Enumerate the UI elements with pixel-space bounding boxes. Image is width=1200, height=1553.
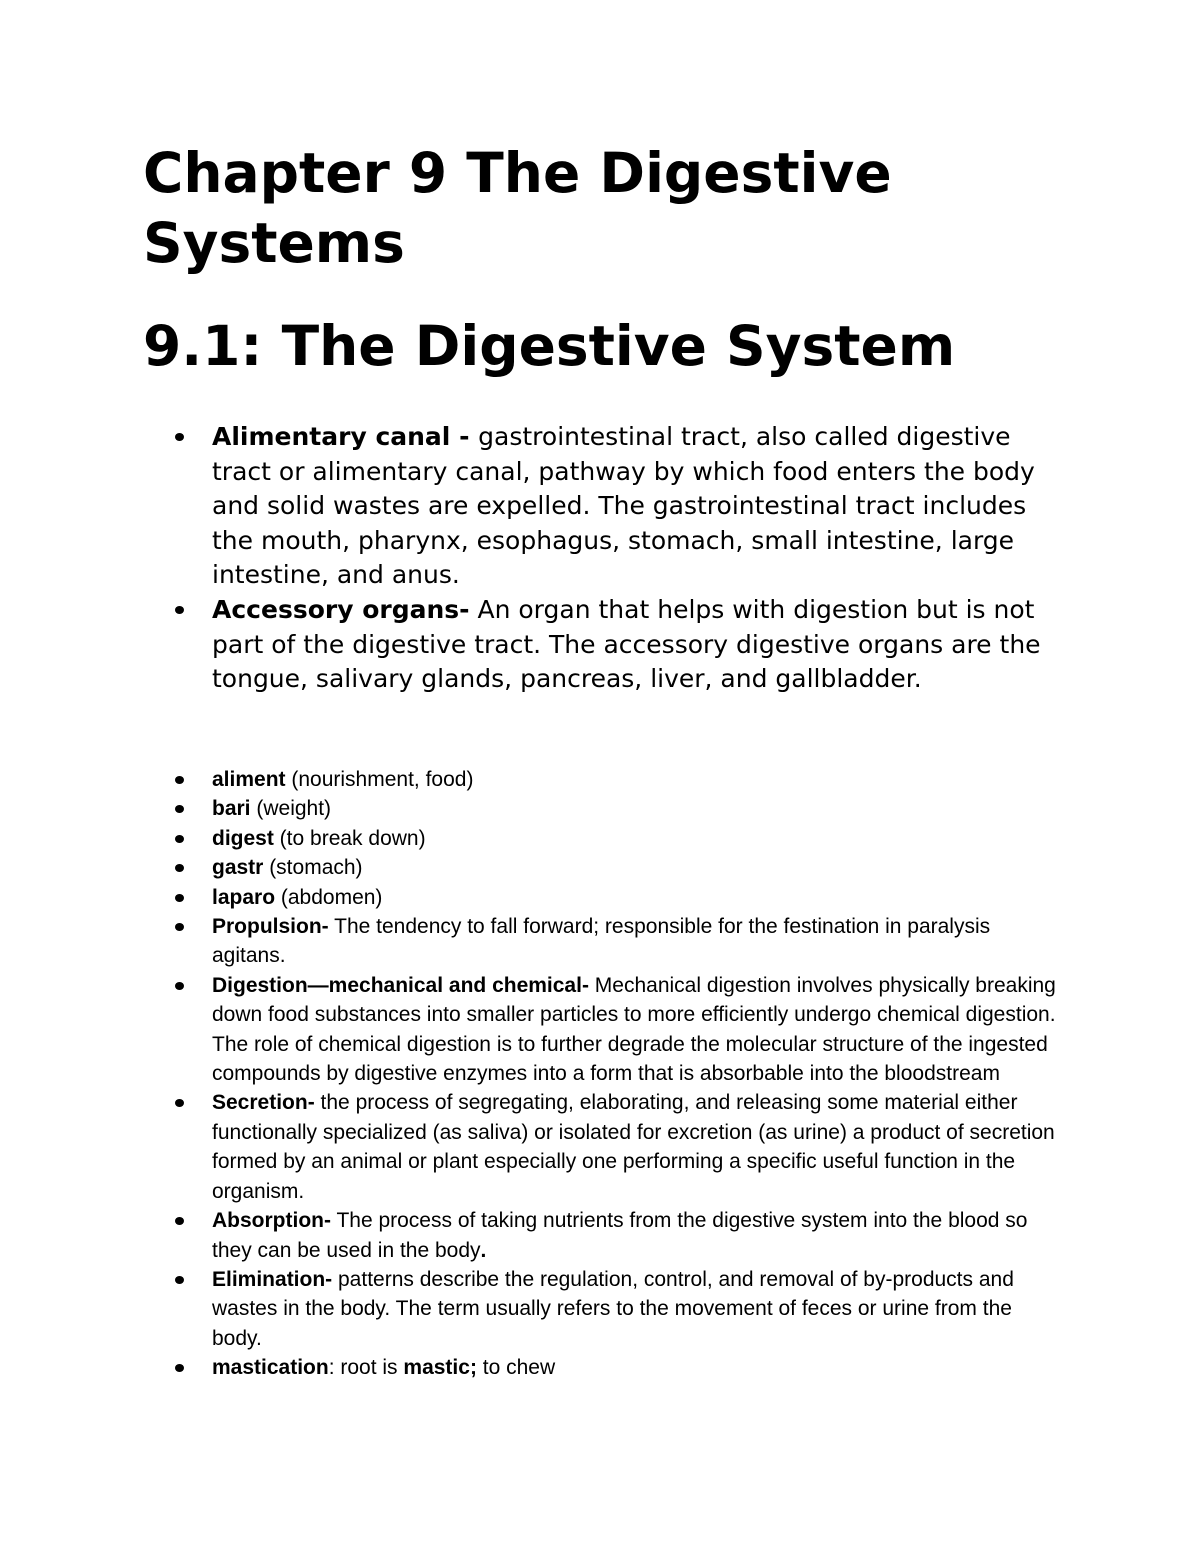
term-definition: the process of segregating, elaborating, and releasing some material either functionally specialized (as saliva) or isolated for excretion (as urine) a product of secretion formed by an animal or plant especially one performing a specific useful function in the organism. [212,1091,1055,1203]
list-item-secretion [212,1088,1062,1206]
term-label: Secretion- [212,1091,315,1115]
term-label: aliment [212,768,286,791]
term-root: mastic; [403,1356,477,1380]
term-label: Absorption- [212,1209,331,1233]
term-definition: : root is [328,1356,404,1380]
term-definition: The tendency to fall forward; responsible for the festination in paralysis agitans. [212,915,991,968]
term-label: mastication [212,1356,329,1380]
term-label: bari [212,797,251,821]
term-root-meaning: to chew [476,1356,556,1380]
minor-terms-list [212,765,1062,1383]
term-definition: (to break down) [273,826,426,850]
list-item-gastr [212,853,1062,882]
list-item-accessory-organs [212,593,1052,697]
term-label: gastr [212,856,264,880]
term-label: Accessory organs- [212,594,470,624]
list-item-elimination [212,1265,1062,1353]
term-definition: An organ that helps with digestion but is not part of the digestive tract. The accessory digestive organs are the tongue, salivary glands, pancreas, liver, and gallbladder. [212,594,1041,694]
term-definition: (nourishment, food) [285,768,474,791]
list-item-digest [212,824,1062,853]
term-definition: (abdomen) [275,885,383,909]
term-label: laparo [212,885,276,909]
term-label: digest [212,826,274,850]
list-item-mastication [212,1353,1062,1382]
term-label: Alimentary canal - [212,422,479,451]
term-definition-end: . [480,1238,487,1262]
term-label: Propulsion- [212,915,329,939]
term-definition: (weight) [250,797,332,821]
term-label: Elimination- [212,1267,333,1291]
section-title: 9.1: The Digestive System [143,314,956,378]
term-definition: patterns describe the regulation, control, and removal of by-products and wastes in the body. The term usually refers to the movement of feces or urine from the body. [212,1267,1014,1350]
list-item-bari [212,794,1062,823]
list-item-absorption [212,1206,1062,1265]
term-definition: (stomach) [263,856,363,880]
major-terms-list [212,420,1052,697]
chapter-title: Chapter 9 The Digestive Systems [143,141,892,275]
list-item-digestion [212,971,1062,1089]
term-label: Digestion—mechanical and chemical- [212,973,589,997]
list-item-laparo [212,883,1062,912]
list-item-aliment [212,765,1062,794]
term-definition: gastrointestinal tract, also called digestive tract or alimentary canal, pathway by which food enters the body and solid wastes are expelled. The gastrointestinal tract includes the mouth, pharynx, esophagus, stomach, small intestine, large intestine, and anus. [212,422,1035,590]
term-definition: The process of taking nutrients from the digestive system into the blood so they can be used in the body [212,1209,1028,1262]
list-item-propulsion [212,912,1062,971]
term-definition: Mechanical digestion involves physically breaking down food substances into smaller particles to more efficiently undergo chemical digestion. The role of chemical digestion is to further degrade the molecular structure of the ingested compounds by digestive enzymes into a form that is absorbable into the bloodstream [212,973,1056,1086]
list-item-alimentary-canal [212,420,1052,593]
